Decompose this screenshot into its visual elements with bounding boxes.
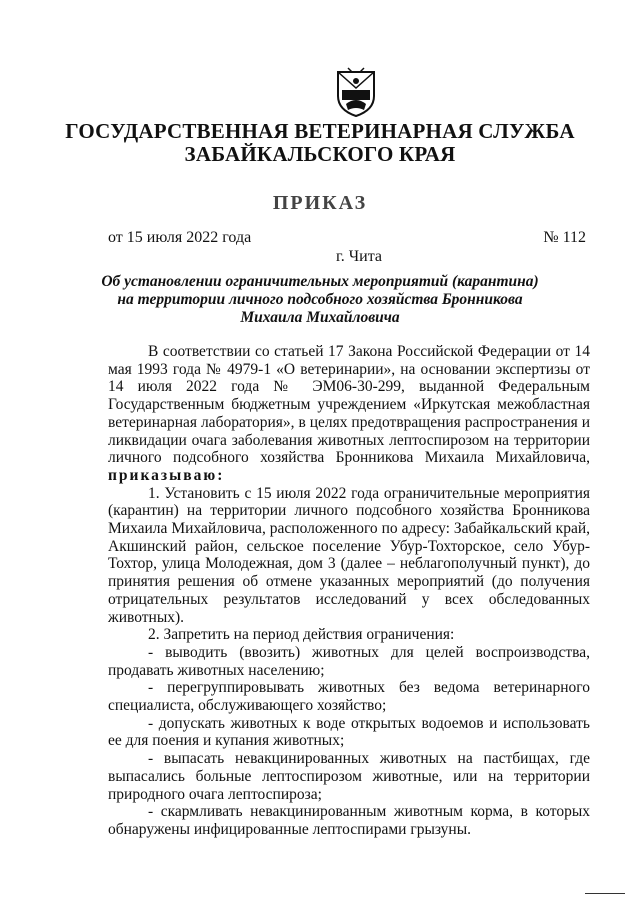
document-title: Об установлении ограничительных мероприятий (карантина) на территории личного подсобного хозяйства Бронникова Михаила Михайловича	[101, 273, 539, 326]
bullet-2: - перегруппировывать животных без ведома ветеринарного специалиста, обслуживающего хозяйство;	[108, 679, 590, 715]
bullet-4: - выпасать невакцинированных животных на пастбищах, где выпасались больные лептоспирозом животные, или на территории природного очага лептоспироза;	[108, 750, 590, 803]
intro-text: В соответствии со статьей 17 Закона Российской Федерации от 14 мая 1993 года № 4979-1 «О ветеринарии», на основании экспертизы от 14 июля 2022 года № ЭМ06-30-299, выданной Федеральным Государственным бюджетным учреждением «Иркутская межобластная ветеринарная лаборатория», в целях предотвращения распространения и ликвидации очага заболевания животных лептоспирозом на территории личного подсобного хозяйства Бронникова Михаила Михайловича,	[108, 343, 590, 467]
intro-paragraph	[108, 343, 590, 485]
bullet-5: - скармливать невакцинированным животным корма, в которых обнаружены инфицированные лептоспирами грызуны.	[108, 803, 590, 838]
document-body	[108, 343, 590, 839]
document-city: г. Чита	[335, 248, 382, 265]
coat-of-arms-emblem	[334, 66, 378, 118]
bullet-3: - допускать животных к воде открытых водоемов и использовать ее для поения и купания животных;	[108, 714, 590, 750]
org-name-line2: ЗАБАЙКАЛЬСКОГО КРАЯ	[184, 142, 456, 166]
item-2: 2. Запретить на период действия ограничения:	[148, 626, 455, 644]
footer-line	[585, 893, 625, 894]
item-1: 1. Установить с 15 июля 2022 года ограничительные мероприятия (карантин) на территории личного подсобного хозяйства Бронникова Михаила Михайловича, расположенного по адресу: Забайкальский край, Акшинский район, сельское поселение Убур-Тохторское, село Убур-Тохтор, улица Молодежная, дом 3 (далее – неблагополучный пункт), до принятия решения об отмене указанных мероприятий (до получения отрицательных результатов исследований у всех обследованных животных).	[108, 484, 590, 626]
document-type: ПРИКАЗ	[272, 192, 368, 214]
document-number: № 112	[543, 229, 586, 246]
order-word: приказываю:	[108, 466, 225, 484]
bullet-1: - выводить (ввозить) животных для целей воспроизводства, продавать животных населению;	[108, 643, 590, 679]
org-name-line1: ГОСУДАРСТВЕННАЯ ВЕТЕРИНАРНАЯ СЛУЖБА	[65, 119, 575, 143]
document-date: от 15 июля 2022 года	[108, 229, 252, 246]
